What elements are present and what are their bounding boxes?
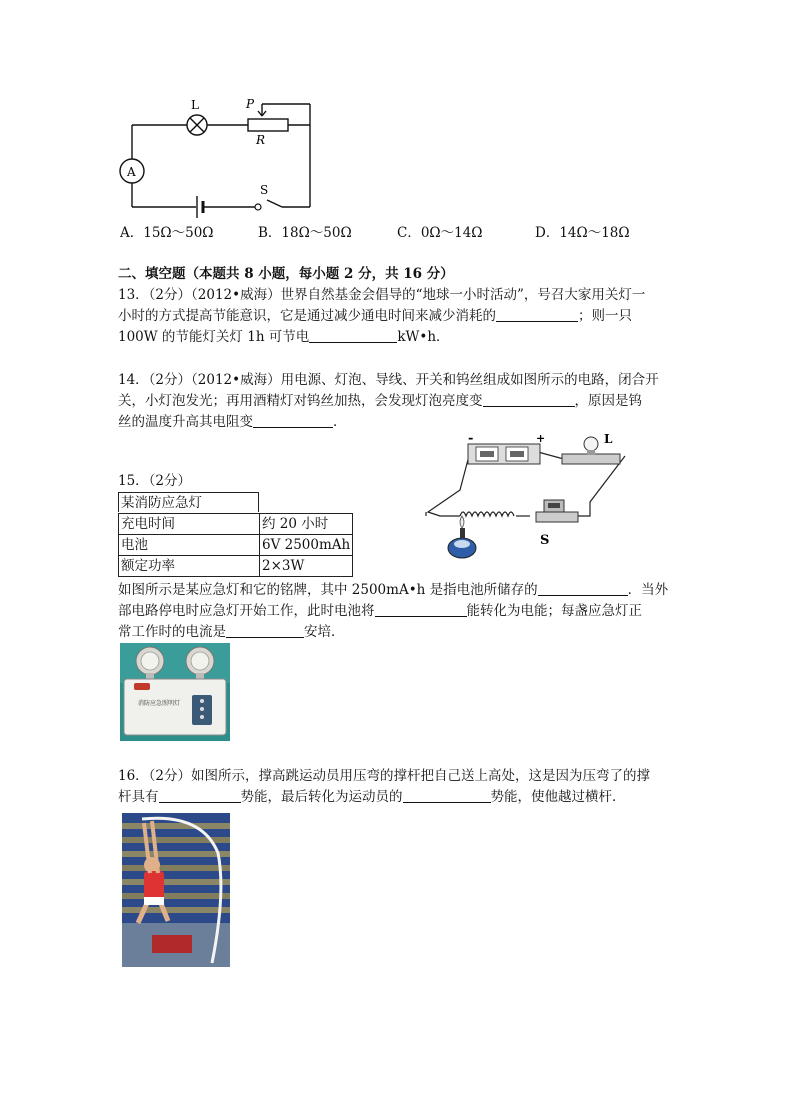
rheostat-symbol — [248, 119, 288, 131]
tungsten-circuit-figure — [420, 430, 635, 565]
q13-blank-2[interactable] — [309, 328, 397, 343]
q16-line2: 杆具有 势能，最后转化为运动员的 势能，使他越过横杆． — [118, 789, 626, 805]
option-c: C．0Ω～14Ω — [397, 225, 483, 241]
tungsten-coil — [460, 512, 514, 516]
lamp-label: L — [191, 98, 199, 112]
slider-label: P — [246, 97, 255, 111]
q16-blank-1[interactable] — [159, 788, 241, 803]
q14-blank-2[interactable] — [253, 413, 333, 428]
q15-header: 15．（2分） — [118, 473, 192, 489]
q16-line1: 16．（2分）如图所示，撑高跳运动员用压弯的撑杆把自己送上高处，这是因为压弯了的撑 — [118, 768, 651, 784]
section-title: 二、填空题（本题共 8 小题，每小题 2 分，共 16 分） — [118, 266, 454, 282]
q14-line2: 关，小灯泡发光；再用酒精灯对钨丝加热，会发现灯泡亮度变 ，原因是钨 — [118, 393, 642, 409]
lamp-symbol — [187, 115, 207, 135]
plus-label: + — [536, 432, 546, 445]
table-row: 充电时间 约 20 小时 — [119, 514, 353, 535]
spec-title-cell — [118, 492, 259, 512]
switch-label-fig: S — [540, 533, 550, 548]
resistor-label: R — [256, 133, 266, 147]
option-a: A．15Ω～50Ω — [120, 225, 214, 241]
switch-fig — [536, 500, 578, 522]
q14-line1: 14．（2分）（2012•威海）用电源、灯泡、导线、开关和钨丝组成如图所示的电路，闭合开 — [118, 372, 659, 388]
lamp-label-fig: L — [604, 432, 613, 446]
q15-line3: 常工作时的电流是 安培． — [118, 624, 345, 640]
switch-symbol — [255, 204, 261, 210]
q15-line2: 部电路停电时应急灯开始工作，此时电池将 能转化为电能；每盏应急灯正 — [118, 603, 642, 619]
ammeter-label: A — [127, 165, 136, 179]
table-row: 额定功率 2×3W — [119, 556, 353, 577]
battery-holder — [468, 444, 540, 464]
q13-blank-1[interactable] — [496, 307, 578, 322]
pole-vaulter-photo — [122, 813, 230, 967]
emergency-light-photo — [120, 643, 230, 741]
q15-blank-2[interactable] — [375, 602, 467, 617]
q15-blank-1[interactable] — [538, 581, 628, 596]
q14-blank-1[interactable] — [483, 392, 575, 407]
q15-line1: 如图所示是某应急灯和它的铭牌，其中 2500mA•h 是指电池所储存的 ．当外 — [118, 582, 669, 598]
battery-symbol — [197, 196, 203, 218]
spirit-lamp — [448, 516, 476, 558]
minus-label: - — [468, 431, 474, 446]
q13-line1: 13．（2分）（2012•威海）世界自然基金会倡导的“地球一小时活动”，号召大家用关灯一 — [118, 287, 646, 303]
spec-table — [118, 513, 353, 577]
q15-blank-3[interactable] — [226, 623, 304, 638]
q13-line2: 小时的方式提高节能意识，它是通过减少通电时间来减少消耗的 ；则一只 — [118, 308, 632, 324]
table-row: 电池 6V 2500mAh — [119, 535, 353, 556]
q16-blank-2[interactable] — [403, 788, 491, 803]
light-caption: 消防应急照明灯 — [138, 700, 181, 707]
switch-label: S — [260, 183, 269, 197]
option-b: B．18Ω～50Ω — [258, 225, 352, 241]
spec-title: 某消防应急灯 — [121, 495, 202, 511]
q13-line3: 100W 的节能灯关灯 1h 可节电 kW•h． — [118, 329, 450, 345]
circuit-diagram-q12 — [112, 92, 322, 220]
q14-line3: 丝的温度升高其电阻变 ． — [118, 414, 347, 430]
option-d: D．14Ω～18Ω — [535, 225, 630, 241]
